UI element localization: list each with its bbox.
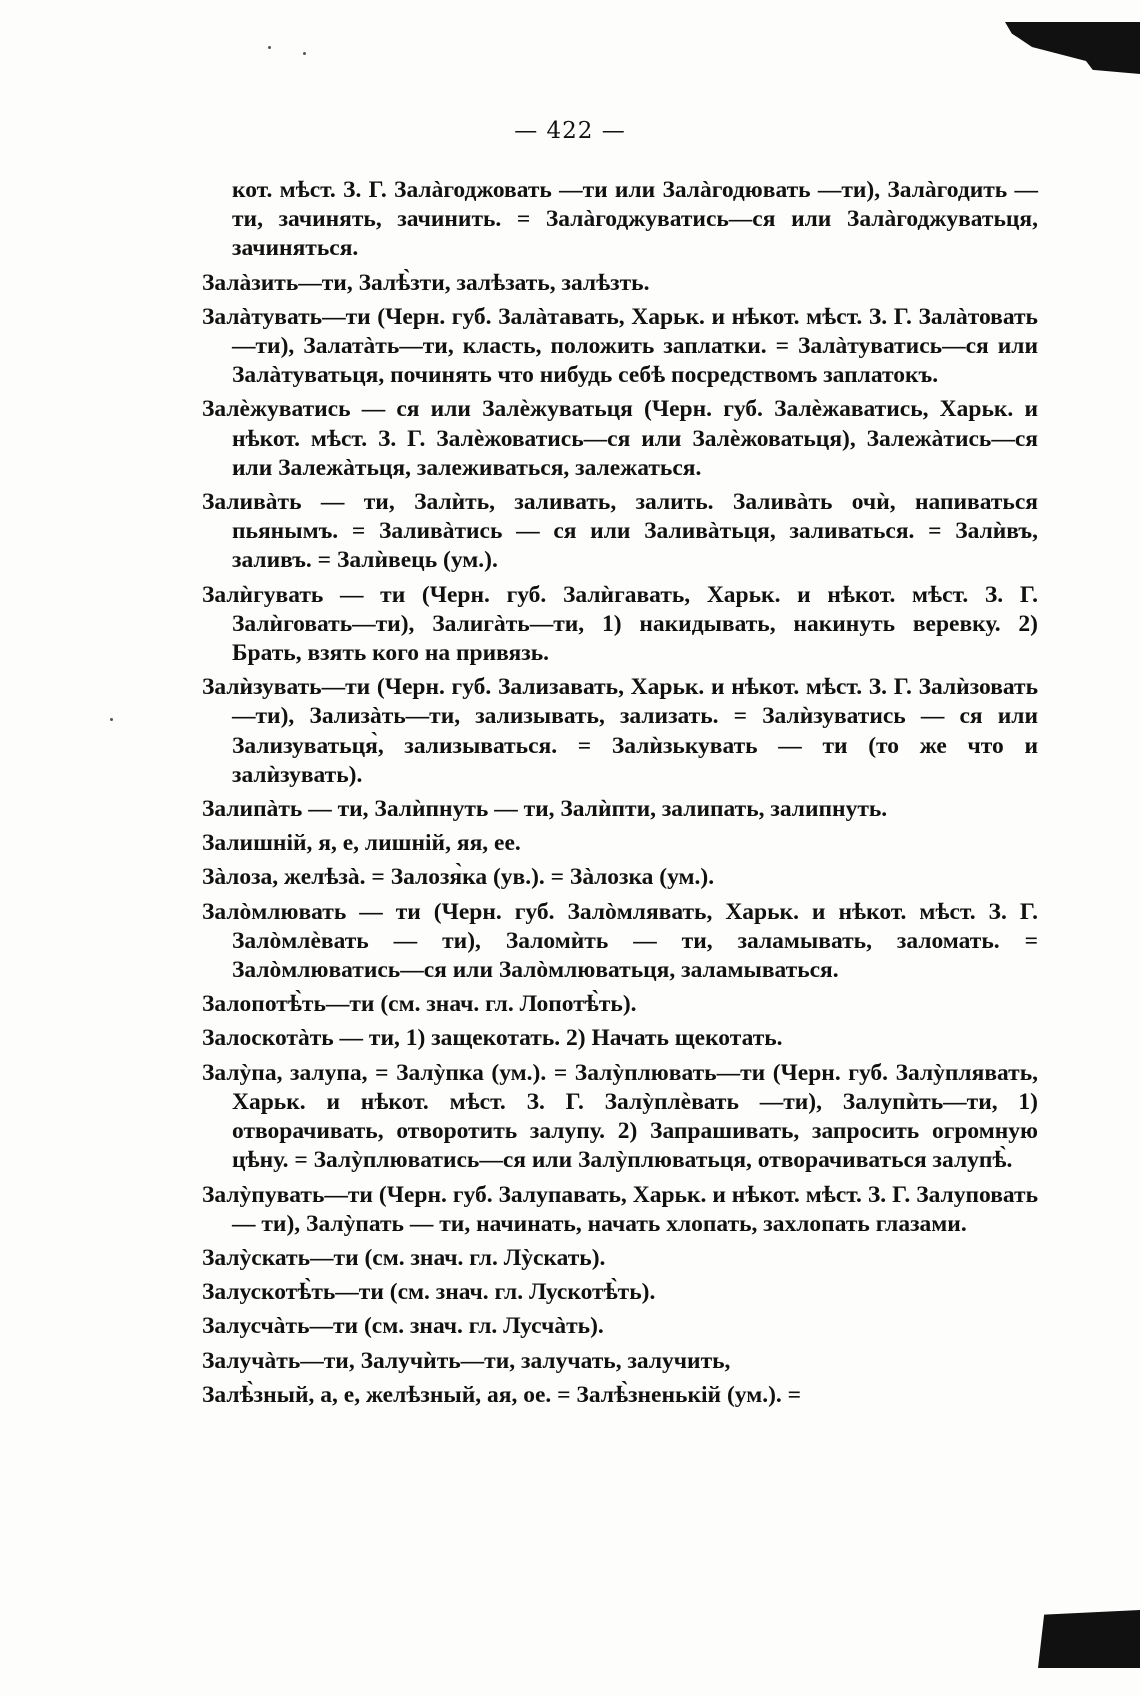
dictionary-text [202, 176, 1038, 1410]
scan-artifact-bottom [1038, 1610, 1140, 1668]
dust-speck [110, 718, 113, 721]
dictionary-entry: Залоскотàть — ти, 1) защекотать. 2) Начать щекотать. [202, 1025, 783, 1052]
dictionary-entry: Залѣ̀зный, а, е, желѣзный, ая, ое. = Залѣ̀зненькiй (ум.). = [202, 1381, 802, 1408]
dictionary-entry: Залòмлювать — ти (Черн. губ. Залòмлявать, Харьк. и нѣкот. мѣст. З. Г. Залòмлѐвать — ти), Заломѝть — ти, заламывать, заломать. = Залòмлюватись—ся или Залòмлюватьця, заламываться. [202, 898, 1038, 984]
dictionary-entry: Заливàть — ти, Залѝть, заливать, залить. Заливàть очѝ, напиваться пьянымъ. = Заливàтись — ся или Заливàтьця, заливаться. = Залѝвъ, заливъ. = Залѝвець (ум.). [202, 489, 1038, 574]
dictionary-entry: Залỳпувать—ти (Черн. губ. Залупавать, Харьк. и нѣкот. мѣст. З. Г. Залуповать — ти), Залỳпать — ти, начинать, начать хлопать, захлопать глазами. [202, 1181, 1038, 1237]
dictionary-entry: Залипàть — ти, Залѝпнуть — ти, Залѝпти, залипать, залипнуть. [202, 796, 888, 823]
dust-speck [268, 46, 271, 49]
dictionary-entry: кот. мѣст. З. Г. Залàгоджовать —ти или Залàгодювать —ти), Залàгодить — ти, зачинять, зачинить. = Залàгоджуватись—ся или Залàгоджуватьця, зачиняться. [232, 177, 1038, 262]
dictionary-entry: Залàзить—ти, Залѣ̀зти, залѣзать, залѣзть. [202, 269, 650, 296]
dictionary-entry: Залучàть—ти, Залучѝть—ти, залучать, залучить, [202, 1347, 731, 1374]
dictionary-entry: Залопотѣ̀ть—ти (см. знач. гл. Лопотѣ̀ть). [202, 991, 637, 1018]
dictionary-entry: Залỳскать—ти (см. знач. гл. Лỳскать). [202, 1244, 606, 1271]
dictionary-entry: Залỳпа, залупа, = Залỳпка (ум.). = Залỳплювать—ти (Черн. губ. Залỳплявать, Харьк. и нѣкот. мѣст. З. Г. Залỳплѐвать —ти), Залупѝть—ти, 1) отворачивать, отворотить залупу. 2) Запрашивать, запросить огромную цѣну. = Залỳплюватись—ся или Залỳплюватьця, отворачиваться залупѣ̀. [202, 1059, 1038, 1174]
dictionary-entry: Залускотѣ̀ть—ти (см. знач. гл. Лускотѣ̀ть). [202, 1279, 656, 1306]
dictionary-entry: Залàтувать—ти (Черн. губ. Залàтавать, Харьк. и нѣкот. мѣст. З. Г. Залàтовать—ти), Залатàть—ти, класть, положить заплатки. = Залàтуватись—ся или Залàтуватьця, починять что нибудь себѣ посредствомъ заплатокъ. [202, 303, 1038, 389]
dictionary-entry: Залѐжуватись — ся или Залѐжуватьця (Черн. губ. Залѐжаватись, Харьк. и нѣкот. мѣст. З. Г. Залѐжоватись—ся или Залѐжоватьця), Залежàтись—ся или Залежàтьця, залеживаться, залежаться. [202, 396, 1038, 481]
dictionary-entry: Залѝзувать—ти (Черн. губ. Зализавать, Харьк. и нѣкот. мѣст. З. Г. Залѝзовать—ти), Зализàть—ти, зализывать, зализать. = Залѝзуватись — ся или Зализуватьця̀, зализываться. = Залѝзькувать — ти (то же что и залѝзувать). [202, 674, 1038, 788]
dictionary-entry: Залѝгувать — ти (Черн. губ. Залѝгавать, Харьк. и нѣкот. мѣст. З. Г. Залѝговать—ти), Залигàть—ти, 1) накидывать, накинуть веревку. 2) Брать, взять кого на привязь. [202, 581, 1038, 667]
dust-speck [303, 52, 306, 55]
dictionary-entry: Зàлоза, желѣзà. = Залозя̀ка (ув.). = Зàлозка (ум.). [202, 864, 715, 891]
dictionary-entry: Залишнiй, я, е, лишнiй, яя, ее. [202, 830, 521, 857]
dictionary-entry: Залусчàть—ти (см. знач. гл. Лусчàть). [202, 1313, 604, 1340]
scan-artifact-top [1005, 22, 1140, 74]
page-number: — 422 — [514, 118, 626, 144]
